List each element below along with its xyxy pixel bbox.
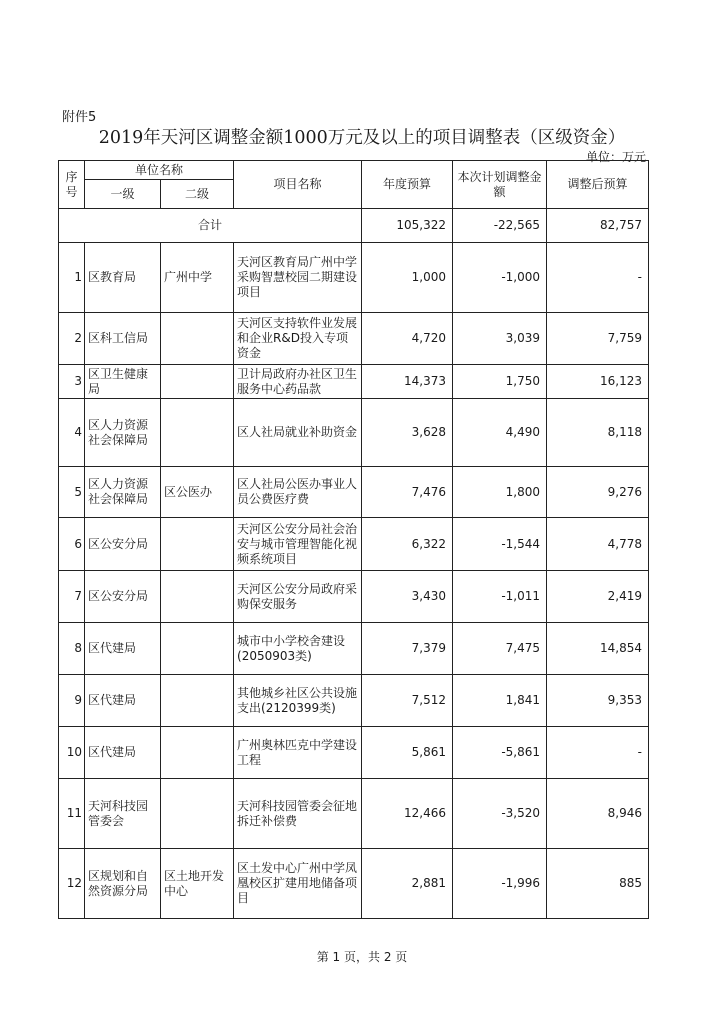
row-annual-budget: 4,720	[362, 313, 453, 365]
table-row	[59, 399, 649, 467]
row-level2: 区公医办	[161, 467, 234, 518]
row-level1: 区卫生健康局	[85, 365, 161, 399]
table-row	[59, 849, 649, 919]
table-row	[59, 243, 649, 313]
row-adjusted-budget: 14,854	[547, 623, 649, 675]
table-row	[59, 518, 649, 571]
row-level2	[161, 623, 234, 675]
row-annual-budget: 5,861	[362, 727, 453, 779]
table-row	[59, 313, 649, 365]
row-adjustment: 3,039	[453, 313, 547, 365]
row-project: 天河区支持软件业发展和企业R&D投入专项资金	[234, 313, 362, 365]
row-seq: 2	[59, 313, 85, 365]
row-level1: 天河科技园管委会	[85, 779, 161, 849]
row-adjustment: 1,800	[453, 467, 547, 518]
row-level2: 广州中学	[161, 243, 234, 313]
total-annual-budget: 105,322	[362, 209, 453, 243]
row-annual-budget: 3,628	[362, 399, 453, 467]
unit-label: 单位：万元	[585, 150, 646, 164]
table-row	[59, 727, 649, 779]
row-level1: 区代建局	[85, 727, 161, 779]
row-adjustment: -5,861	[453, 727, 547, 779]
col-annual-budget-header: 年度预算	[362, 161, 453, 209]
row-adjustment: 1,841	[453, 675, 547, 727]
row-project: 区土发中心广州中学凤凰校区扩建用地储备项目	[234, 849, 362, 919]
attachment-label: 附件5	[62, 110, 97, 125]
row-level2	[161, 399, 234, 467]
col-unit-name-header: 单位名称	[85, 161, 234, 180]
table-row	[59, 675, 649, 727]
row-adjusted-budget: -	[547, 727, 649, 779]
header-row-top	[59, 161, 649, 180]
row-project: 天河科技园管委会征地拆迁补偿费	[234, 779, 362, 849]
row-level2: 区土地开发中心	[161, 849, 234, 919]
col-project-header: 项目名称	[234, 161, 362, 209]
table-row	[59, 365, 649, 399]
row-adjustment: -1,000	[453, 243, 547, 313]
row-adjusted-budget: 8,118	[547, 399, 649, 467]
row-project: 城市中小学校舍建设(2050903类)	[234, 623, 362, 675]
row-project: 广州奥林匹克中学建设工程	[234, 727, 362, 779]
row-project: 卫计局政府办社区卫生服务中心药品款	[234, 365, 362, 399]
col-seq-header: 序号	[59, 161, 85, 209]
row-level1: 区人力资源社会保障局	[85, 399, 161, 467]
row-level1: 区代建局	[85, 675, 161, 727]
row-project: 天河区教育局广州中学采购智慧校园二期建设项目	[234, 243, 362, 313]
row-seq: 8	[59, 623, 85, 675]
adjustment-table	[58, 160, 649, 919]
row-annual-budget: 12,466	[362, 779, 453, 849]
row-seq: 4	[59, 399, 85, 467]
total-adjusted-budget: 82,757	[547, 209, 649, 243]
page-footer: 第 1 页，共 2 页	[316, 950, 408, 964]
row-annual-budget: 7,512	[362, 675, 453, 727]
row-annual-budget: 3,430	[362, 571, 453, 623]
row-adjusted-budget: 9,353	[547, 675, 649, 727]
col-level2-header: 二级	[161, 180, 234, 209]
table-row	[59, 623, 649, 675]
row-annual-budget: 1,000	[362, 243, 453, 313]
total-adjustment: -22,565	[453, 209, 547, 243]
row-level2	[161, 675, 234, 727]
row-project: 区人社局公医办事业人员公费医疗费	[234, 467, 362, 518]
row-adjusted-budget: 8,946	[547, 779, 649, 849]
row-adjustment: -1,544	[453, 518, 547, 571]
col-adjusted-budget-header: 调整后预算	[547, 161, 649, 209]
row-level1: 区规划和自然资源分局	[85, 849, 161, 919]
row-adjusted-budget: 2,419	[547, 571, 649, 623]
row-level2	[161, 365, 234, 399]
row-project: 其他城乡社区公共设施支出(2120399类)	[234, 675, 362, 727]
row-level1: 区代建局	[85, 623, 161, 675]
table-row	[59, 571, 649, 623]
row-annual-budget: 6,322	[362, 518, 453, 571]
row-adjusted-budget: -	[547, 243, 649, 313]
row-level1: 区公安分局	[85, 518, 161, 571]
table-row	[59, 467, 649, 518]
row-seq: 5	[59, 467, 85, 518]
row-adjusted-budget: 7,759	[547, 313, 649, 365]
row-annual-budget: 2,881	[362, 849, 453, 919]
row-annual-budget: 7,379	[362, 623, 453, 675]
row-adjustment: 7,475	[453, 623, 547, 675]
row-seq: 11	[59, 779, 85, 849]
page-title: 2019年天河区调整金额1000万元及以上的项目调整表（区级资金）	[98, 128, 626, 148]
row-adjusted-budget: 885	[547, 849, 649, 919]
col-level1-header: 一级	[85, 180, 161, 209]
row-level2	[161, 727, 234, 779]
row-level1: 区科工信局	[85, 313, 161, 365]
row-adjusted-budget: 9,276	[547, 467, 649, 518]
row-level2	[161, 313, 234, 365]
row-annual-budget: 14,373	[362, 365, 453, 399]
row-adjustment: 1,750	[453, 365, 547, 399]
row-seq: 7	[59, 571, 85, 623]
row-seq: 6	[59, 518, 85, 571]
row-adjustment: -1,996	[453, 849, 547, 919]
row-level2	[161, 571, 234, 623]
row-project: 天河区公安分局政府采购保安服务	[234, 571, 362, 623]
row-adjusted-budget: 16,123	[547, 365, 649, 399]
row-seq: 3	[59, 365, 85, 399]
row-level1: 区人力资源社会保障局	[85, 467, 161, 518]
row-level1: 区公安分局	[85, 571, 161, 623]
table-row	[59, 779, 649, 849]
total-label: 合计	[59, 209, 362, 243]
row-level1: 区教育局	[85, 243, 161, 313]
row-level2	[161, 779, 234, 849]
total-row	[59, 209, 649, 243]
col-adjustment-header: 本次计划调整金额	[453, 161, 547, 209]
row-seq: 12	[59, 849, 85, 919]
row-level2	[161, 518, 234, 571]
row-adjustment: -3,520	[453, 779, 547, 849]
row-seq: 10	[59, 727, 85, 779]
row-adjusted-budget: 4,778	[547, 518, 649, 571]
row-adjustment: 4,490	[453, 399, 547, 467]
row-seq: 1	[59, 243, 85, 313]
row-project: 天河区公安分局社会治安与城市管理智能化视频系统项目	[234, 518, 362, 571]
row-annual-budget: 7,476	[362, 467, 453, 518]
row-project: 区人社局就业补助资金	[234, 399, 362, 467]
row-adjustment: -1,011	[453, 571, 547, 623]
row-seq: 9	[59, 675, 85, 727]
